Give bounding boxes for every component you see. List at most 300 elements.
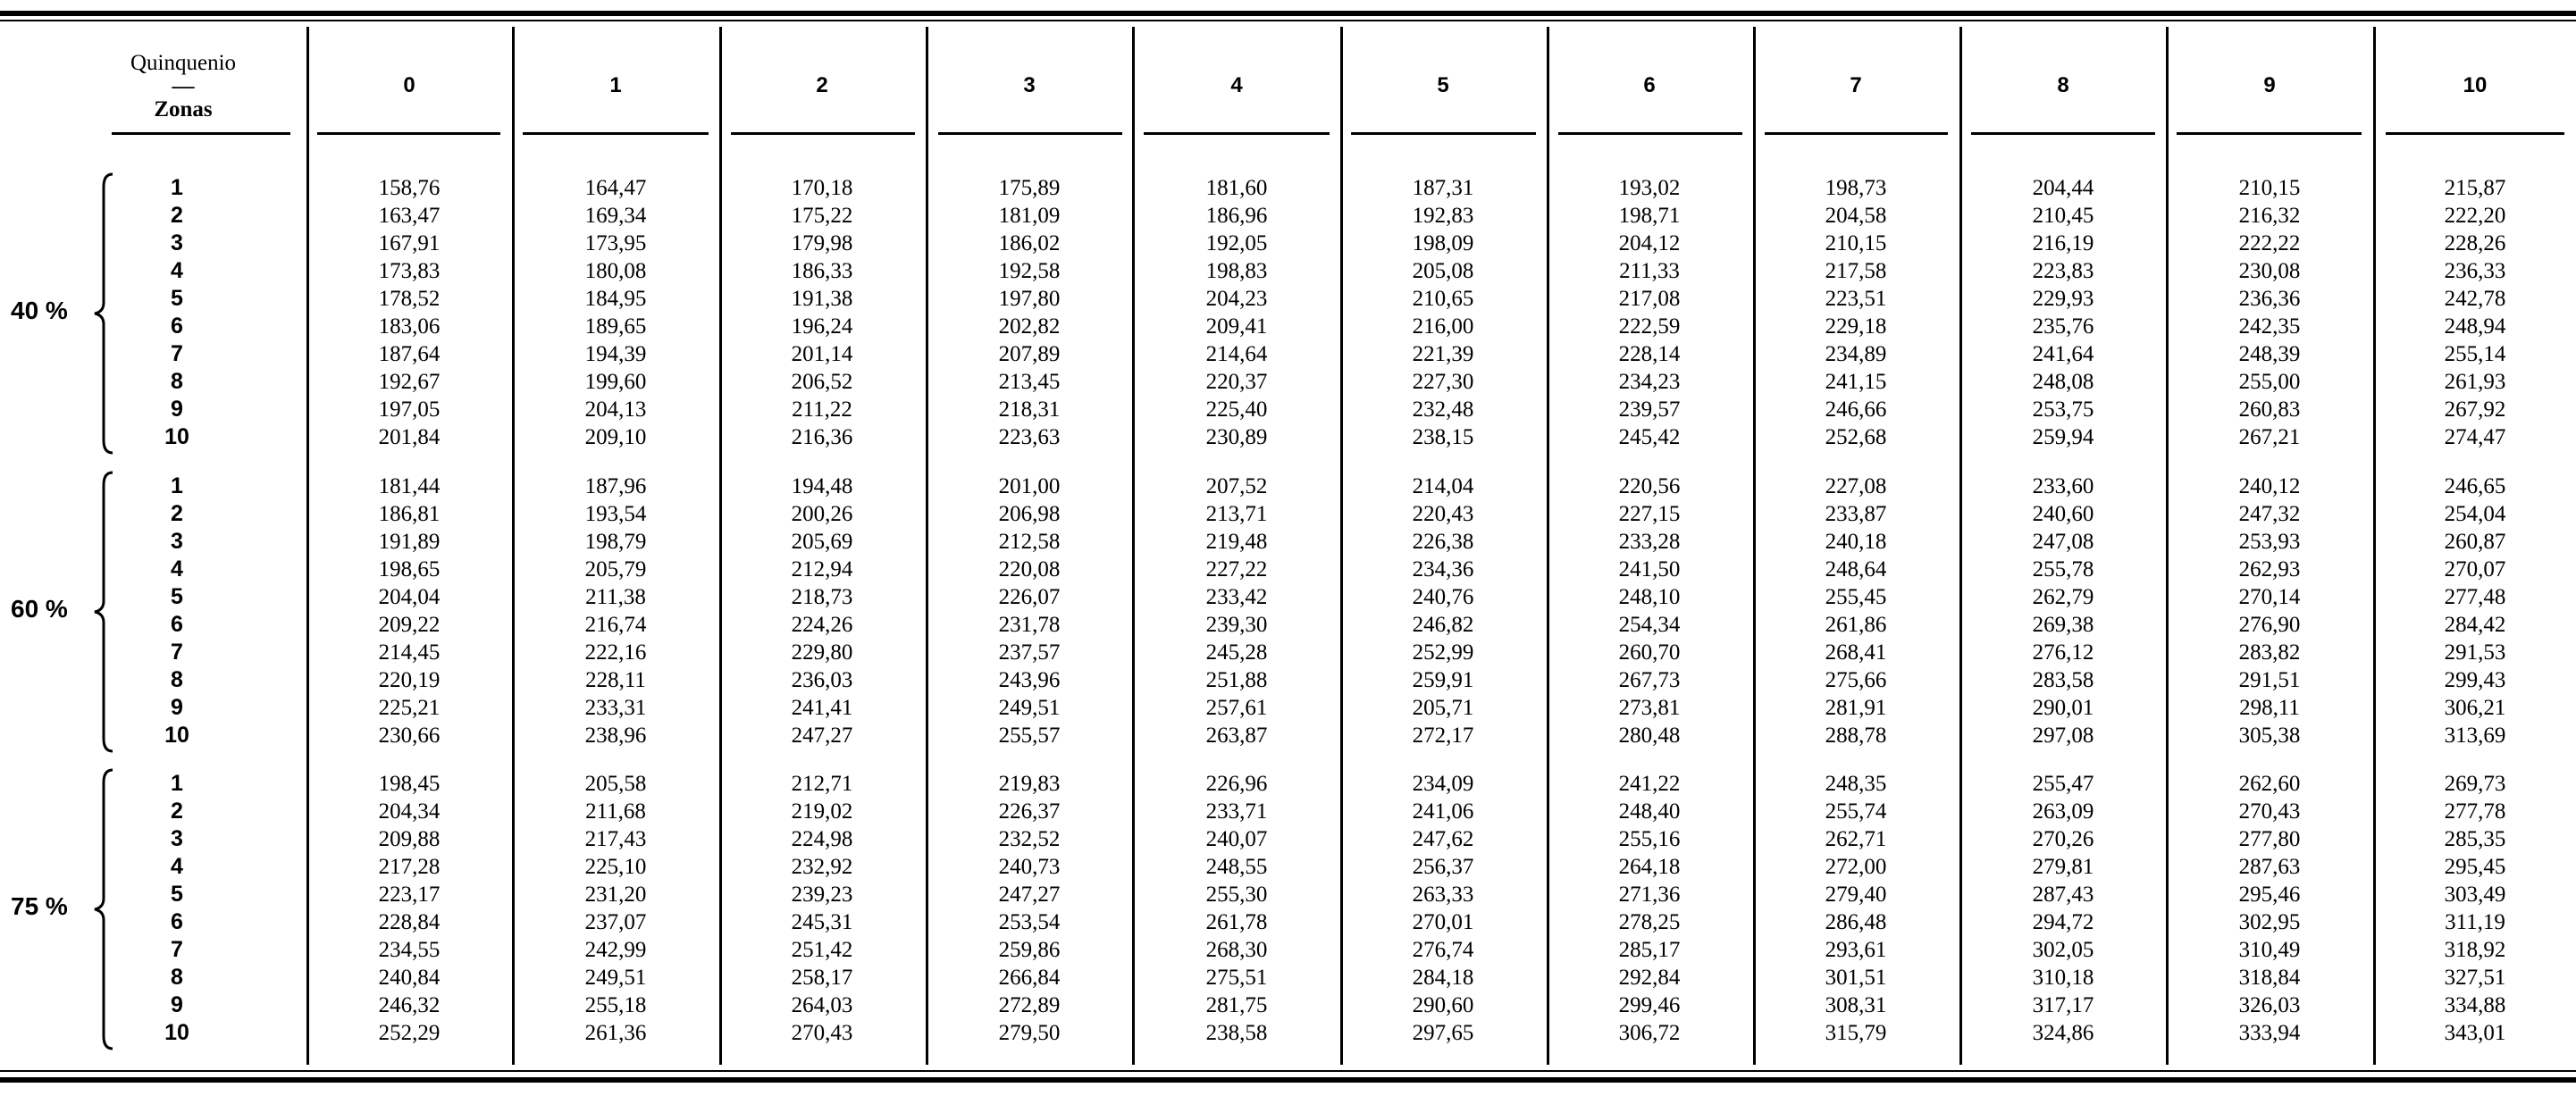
table-cell: 264,18 bbox=[1618, 855, 1681, 879]
table-cell: 231,20 bbox=[584, 883, 647, 907]
table-cell: 192,83 bbox=[1412, 204, 1474, 228]
table-cell: 255,78 bbox=[2032, 557, 2094, 581]
table-cell: 201,14 bbox=[791, 342, 853, 366]
table-cell: 173,95 bbox=[584, 231, 647, 255]
table-cell: 229,93 bbox=[2032, 287, 2094, 311]
table-cell: 255,16 bbox=[1618, 827, 1681, 851]
table-cell: 240,73 bbox=[998, 855, 1061, 879]
table-cell: 270,14 bbox=[2238, 585, 2301, 609]
table-cell: 197,05 bbox=[378, 397, 441, 422]
table-cell: 267,73 bbox=[1618, 668, 1681, 692]
table-cell: 299,43 bbox=[2444, 668, 2506, 692]
table-cell: 192,58 bbox=[998, 259, 1061, 283]
zone-number: 9 bbox=[171, 397, 183, 422]
table-cell: 219,02 bbox=[791, 799, 853, 824]
table-cell: 248,08 bbox=[2032, 370, 2094, 394]
table-cell: 198,83 bbox=[1205, 259, 1268, 283]
table-cell: 211,33 bbox=[1619, 259, 1680, 283]
column-separator bbox=[1547, 27, 1549, 1065]
table-cell: 259,94 bbox=[2032, 425, 2094, 449]
table-cell: 277,78 bbox=[2444, 799, 2506, 824]
zone-number: 1 bbox=[171, 473, 183, 498]
table-cell: 248,94 bbox=[2444, 314, 2506, 339]
table-cell: 240,12 bbox=[2238, 474, 2301, 498]
table-cell: 187,64 bbox=[378, 342, 441, 366]
table-cell: 198,65 bbox=[378, 557, 441, 581]
table-cell: 247,62 bbox=[1412, 827, 1474, 851]
table-cell: 183,06 bbox=[378, 314, 441, 339]
table-cell: 245,31 bbox=[791, 910, 853, 934]
table-cell: 223,63 bbox=[998, 425, 1061, 449]
zone-number: 6 bbox=[171, 612, 183, 637]
zone-number: 6 bbox=[171, 314, 183, 339]
table-cell: 238,58 bbox=[1205, 1021, 1268, 1045]
table-cell: 193,54 bbox=[584, 502, 647, 526]
zone-number: 7 bbox=[171, 341, 183, 366]
table-cell: 173,83 bbox=[378, 259, 441, 283]
table-cell: 261,78 bbox=[1205, 910, 1268, 934]
zone-number: 3 bbox=[171, 230, 183, 255]
bottom-rule-thin bbox=[0, 1070, 2576, 1072]
table-cell: 241,15 bbox=[1825, 370, 1887, 394]
table-cell: 298,11 bbox=[2239, 696, 2300, 720]
table-cell: 277,48 bbox=[2444, 585, 2506, 609]
table-cell: 324,86 bbox=[2032, 1021, 2094, 1045]
table-cell: 261,93 bbox=[2444, 370, 2506, 394]
table-cell: 241,50 bbox=[1618, 557, 1681, 581]
table-cell: 302,95 bbox=[2238, 910, 2301, 934]
table-cell: 275,51 bbox=[1205, 966, 1268, 990]
table-cell: 197,80 bbox=[998, 287, 1061, 311]
table-cell: 196,24 bbox=[791, 314, 853, 339]
table-cell: 220,56 bbox=[1618, 474, 1681, 498]
table-cell: 240,07 bbox=[1205, 827, 1268, 851]
table-cell: 233,28 bbox=[1618, 530, 1681, 554]
table-cell: 260,87 bbox=[2444, 530, 2506, 554]
table-cell: 186,81 bbox=[378, 502, 441, 526]
table-cell: 277,80 bbox=[2238, 827, 2301, 851]
table-cell: 315,79 bbox=[1825, 1021, 1887, 1045]
table-cell: 209,22 bbox=[378, 613, 441, 637]
table-cell: 285,17 bbox=[1618, 938, 1681, 962]
column-header: 10 bbox=[2463, 73, 2488, 97]
table-cell: 240,84 bbox=[378, 966, 441, 990]
table-cell: 280,48 bbox=[1618, 724, 1681, 748]
table-cell: 164,47 bbox=[584, 176, 647, 200]
table-cell: 252,99 bbox=[1412, 640, 1474, 665]
table-cell: 212,71 bbox=[791, 772, 853, 796]
group-percent-label: 60 % bbox=[11, 595, 68, 623]
table-cell: 223,51 bbox=[1825, 287, 1887, 311]
zone-number: 1 bbox=[171, 175, 183, 200]
zone-number: 8 bbox=[171, 965, 183, 990]
group-percent-label: 40 % bbox=[11, 297, 68, 324]
table-cell: 245,28 bbox=[1205, 640, 1268, 665]
table-cell: 233,60 bbox=[2032, 474, 2094, 498]
table-cell: 270,43 bbox=[791, 1021, 853, 1045]
table-cell: 237,57 bbox=[998, 640, 1061, 665]
table-cell: 248,35 bbox=[1825, 772, 1887, 796]
column-separator bbox=[2166, 27, 2169, 1065]
table-cell: 234,36 bbox=[1412, 557, 1474, 581]
table-cell: 268,30 bbox=[1205, 938, 1268, 962]
table-cell: 270,26 bbox=[2032, 827, 2094, 851]
table-cell: 220,37 bbox=[1205, 370, 1268, 394]
table-cell: 255,47 bbox=[2032, 772, 2094, 796]
column-separator bbox=[1959, 27, 1962, 1065]
table-cell: 284,42 bbox=[2444, 613, 2506, 637]
table-cell: 306,21 bbox=[2444, 696, 2506, 720]
table-cell: 223,83 bbox=[2032, 259, 2094, 283]
table-cell: 198,71 bbox=[1618, 204, 1681, 228]
table-cell: 248,64 bbox=[1825, 557, 1887, 581]
column-separator bbox=[1753, 27, 1756, 1065]
table-cell: 305,38 bbox=[2238, 724, 2301, 748]
column-separator bbox=[2373, 27, 2376, 1065]
header-zonas-underline bbox=[112, 132, 290, 135]
table-cell: 263,09 bbox=[2032, 799, 2094, 824]
table-cell: 290,01 bbox=[2032, 696, 2094, 720]
table-cell: 274,47 bbox=[2444, 425, 2506, 449]
table-cell: 213,71 bbox=[1205, 502, 1268, 526]
table-cell: 228,84 bbox=[378, 910, 441, 934]
zone-number: 1 bbox=[171, 771, 183, 796]
table-cell: 263,87 bbox=[1205, 724, 1268, 748]
table-cell: 181,60 bbox=[1205, 176, 1268, 200]
header-dash: — bbox=[172, 74, 195, 98]
table-cell: 181,09 bbox=[998, 204, 1061, 228]
table-cell: 247,08 bbox=[2032, 530, 2094, 554]
column-header: 2 bbox=[816, 73, 828, 97]
column-header-underline bbox=[1971, 132, 2155, 135]
table-cell: 211,38 bbox=[585, 585, 646, 609]
table-cell: 284,18 bbox=[1412, 966, 1474, 990]
table-cell: 216,19 bbox=[2032, 231, 2094, 255]
table-cell: 255,00 bbox=[2238, 370, 2301, 394]
table-cell: 217,08 bbox=[1618, 287, 1681, 311]
table-cell: 247,27 bbox=[791, 724, 853, 748]
table-cell: 217,58 bbox=[1825, 259, 1887, 283]
table-cell: 227,30 bbox=[1412, 370, 1474, 394]
table-cell: 217,43 bbox=[584, 827, 647, 851]
table-cell: 167,91 bbox=[378, 231, 441, 255]
column-header-underline bbox=[1144, 132, 1330, 135]
table-cell: 209,88 bbox=[378, 827, 441, 851]
table-cell: 227,15 bbox=[1618, 502, 1681, 526]
table-cell: 198,09 bbox=[1412, 231, 1474, 255]
column-separator bbox=[512, 27, 515, 1065]
table-cell: 262,60 bbox=[2238, 772, 2301, 796]
table-cell: 255,18 bbox=[584, 993, 647, 1017]
table-cell: 220,19 bbox=[378, 668, 441, 692]
table-cell: 222,20 bbox=[2444, 204, 2506, 228]
table-cell: 213,45 bbox=[998, 370, 1061, 394]
table-cell: 232,92 bbox=[791, 855, 853, 879]
column-header-underline bbox=[317, 132, 500, 135]
table-cell: 205,71 bbox=[1412, 696, 1474, 720]
table-cell: 215,87 bbox=[2444, 176, 2506, 200]
table-cell: 294,72 bbox=[2032, 910, 2094, 934]
table-cell: 249,51 bbox=[998, 696, 1061, 720]
table-cell: 181,44 bbox=[378, 474, 441, 498]
column-header: 5 bbox=[1437, 73, 1449, 97]
table-cell: 187,31 bbox=[1412, 176, 1474, 200]
table-cell: 240,76 bbox=[1412, 585, 1474, 609]
table-cell: 219,83 bbox=[998, 772, 1061, 796]
table-cell: 232,52 bbox=[998, 827, 1061, 851]
table-cell: 259,91 bbox=[1412, 668, 1474, 692]
column-header: 6 bbox=[1643, 73, 1656, 97]
table-cell: 313,69 bbox=[2444, 724, 2506, 748]
table-cell: 255,74 bbox=[1825, 799, 1887, 824]
table-cell: 246,82 bbox=[1412, 613, 1474, 637]
table-cell: 269,38 bbox=[2032, 613, 2094, 637]
table-cell: 179,98 bbox=[791, 231, 853, 255]
table-cell: 283,82 bbox=[2238, 640, 2301, 665]
header-quinquenio: Quinquenio bbox=[130, 51, 237, 75]
zone-number: 2 bbox=[171, 501, 183, 526]
table-cell: 175,89 bbox=[998, 176, 1061, 200]
table-cell: 240,18 bbox=[1825, 530, 1887, 554]
zone-number: 8 bbox=[171, 369, 183, 394]
zone-number: 4 bbox=[171, 556, 183, 581]
table-cell: 248,55 bbox=[1205, 855, 1268, 879]
table-cell: 206,98 bbox=[998, 502, 1061, 526]
table-cell: 311,19 bbox=[2445, 910, 2505, 934]
table-cell: 248,40 bbox=[1618, 799, 1681, 824]
table-cell: 270,07 bbox=[2444, 557, 2506, 581]
table-cell: 259,86 bbox=[998, 938, 1061, 962]
table-cell: 251,42 bbox=[791, 938, 853, 962]
table-cell: 205,58 bbox=[584, 772, 647, 796]
table-cell: 310,18 bbox=[2032, 966, 2094, 990]
table-cell: 262,93 bbox=[2238, 557, 2301, 581]
table-cell: 281,91 bbox=[1825, 696, 1887, 720]
table-cell: 204,23 bbox=[1205, 287, 1268, 311]
table-cell: 308,31 bbox=[1825, 993, 1887, 1017]
table-cell: 326,03 bbox=[2238, 993, 2301, 1017]
table-cell: 236,03 bbox=[791, 668, 853, 692]
table-cell: 202,82 bbox=[998, 314, 1061, 339]
table-cell: 209,10 bbox=[584, 425, 647, 449]
table-cell: 242,99 bbox=[584, 938, 647, 962]
table-cell: 297,65 bbox=[1412, 1021, 1474, 1045]
column-header-underline bbox=[2177, 132, 2362, 135]
table-cell: 242,78 bbox=[2444, 287, 2506, 311]
table-cell: 222,22 bbox=[2238, 231, 2301, 255]
table-cell: 198,79 bbox=[584, 530, 647, 554]
table-cell: 170,18 bbox=[791, 176, 853, 200]
table-cell: 260,70 bbox=[1618, 640, 1681, 665]
table-cell: 210,45 bbox=[2032, 204, 2094, 228]
table-cell: 261,86 bbox=[1825, 613, 1887, 637]
table-cell: 226,96 bbox=[1205, 772, 1268, 796]
table-cell: 205,69 bbox=[791, 530, 853, 554]
table-cell: 201,84 bbox=[378, 425, 441, 449]
table-cell: 221,39 bbox=[1412, 342, 1474, 366]
table-cell: 292,84 bbox=[1618, 966, 1681, 990]
top-rule-thick bbox=[0, 11, 2576, 16]
table-cell: 192,67 bbox=[378, 370, 441, 394]
table-cell: 234,55 bbox=[378, 938, 441, 962]
table-cell: 267,92 bbox=[2444, 397, 2506, 422]
table-cell: 246,32 bbox=[378, 993, 441, 1017]
table-cell: 334,88 bbox=[2444, 993, 2506, 1017]
table-cell: 214,64 bbox=[1205, 342, 1268, 366]
table-cell: 178,52 bbox=[378, 287, 441, 311]
table-cell: 238,15 bbox=[1412, 425, 1474, 449]
table-cell: 189,65 bbox=[584, 314, 647, 339]
table-cell: 343,01 bbox=[2444, 1021, 2506, 1045]
table-cell: 237,07 bbox=[584, 910, 647, 934]
table-cell: 228,11 bbox=[585, 668, 646, 692]
zone-number: 2 bbox=[171, 799, 183, 824]
table-cell: 239,30 bbox=[1205, 613, 1268, 637]
table-cell: 198,45 bbox=[378, 772, 441, 796]
column-header-underline bbox=[523, 132, 709, 135]
table-cell: 214,45 bbox=[378, 640, 441, 665]
table-cell: 258,17 bbox=[791, 966, 853, 990]
table-cell: 175,22 bbox=[791, 204, 853, 228]
table-cell: 303,49 bbox=[2444, 883, 2506, 907]
table-cell: 234,89 bbox=[1825, 342, 1887, 366]
table-cell: 231,78 bbox=[998, 613, 1061, 637]
table-cell: 186,96 bbox=[1205, 204, 1268, 228]
zone-number: 10 bbox=[164, 1020, 189, 1045]
table-cell: 264,03 bbox=[791, 993, 853, 1017]
table-cell: 180,08 bbox=[584, 259, 647, 283]
table-cell: 242,35 bbox=[2238, 314, 2301, 339]
table-cell: 260,83 bbox=[2238, 397, 2301, 422]
table-cell: 222,16 bbox=[584, 640, 647, 665]
table-cell: 239,23 bbox=[791, 883, 853, 907]
zone-number: 9 bbox=[171, 695, 183, 720]
column-separator bbox=[926, 27, 928, 1065]
table-cell: 204,04 bbox=[378, 585, 441, 609]
zone-number: 7 bbox=[171, 640, 183, 665]
table-cell: 248,39 bbox=[2238, 342, 2301, 366]
table-cell: 279,50 bbox=[998, 1021, 1061, 1045]
zone-number: 5 bbox=[171, 286, 183, 311]
table-cell: 247,32 bbox=[2238, 502, 2301, 526]
group-brace-icon bbox=[89, 768, 125, 1050]
table-cell: 198,73 bbox=[1825, 176, 1887, 200]
table-cell: 226,07 bbox=[998, 585, 1061, 609]
table-cell: 212,94 bbox=[791, 557, 853, 581]
table-cell: 211,22 bbox=[792, 397, 852, 422]
table-cell: 216,74 bbox=[584, 613, 647, 637]
table-cell: 253,75 bbox=[2032, 397, 2094, 422]
table-cell: 204,13 bbox=[584, 397, 647, 422]
zone-number: 8 bbox=[171, 667, 183, 692]
table-cell: 248,10 bbox=[1618, 585, 1681, 609]
table-cell: 236,36 bbox=[2238, 287, 2301, 311]
group-percent-label: 75 % bbox=[11, 892, 68, 920]
table-cell: 290,60 bbox=[1412, 993, 1474, 1017]
table-cell: 255,45 bbox=[1825, 585, 1887, 609]
zone-number: 9 bbox=[171, 992, 183, 1017]
column-header: 9 bbox=[2263, 73, 2276, 97]
table-cell: 233,71 bbox=[1205, 799, 1268, 824]
zone-number: 6 bbox=[171, 909, 183, 934]
table-cell: 217,28 bbox=[378, 855, 441, 879]
table-cell: 206,52 bbox=[791, 370, 853, 394]
table-cell: 234,09 bbox=[1412, 772, 1474, 796]
table-cell: 256,37 bbox=[1412, 855, 1474, 879]
column-separator bbox=[719, 27, 722, 1065]
table-cell: 211,68 bbox=[585, 799, 646, 824]
table-cell: 283,58 bbox=[2032, 668, 2094, 692]
table-cell: 233,42 bbox=[1205, 585, 1268, 609]
table-cell: 275,66 bbox=[1825, 668, 1887, 692]
table-cell: 270,43 bbox=[2238, 799, 2301, 824]
table-cell: 216,00 bbox=[1412, 314, 1474, 339]
header-zonas: Zonas bbox=[154, 97, 213, 121]
column-header-underline bbox=[731, 132, 915, 135]
table-cell: 194,48 bbox=[791, 474, 853, 498]
table-cell: 254,34 bbox=[1618, 613, 1681, 637]
table-cell: 227,08 bbox=[1825, 474, 1887, 498]
table-cell: 227,22 bbox=[1205, 557, 1268, 581]
table-cell: 299,46 bbox=[1618, 993, 1681, 1017]
table-cell: 255,14 bbox=[2444, 342, 2506, 366]
table-cell: 233,87 bbox=[1825, 502, 1887, 526]
column-header: 4 bbox=[1230, 73, 1243, 97]
table-cell: 225,21 bbox=[378, 696, 441, 720]
table-cell: 286,48 bbox=[1825, 910, 1887, 934]
table-cell: 219,48 bbox=[1205, 530, 1268, 554]
column-separator bbox=[1132, 27, 1135, 1065]
column-header: 0 bbox=[403, 73, 415, 97]
table-cell: 210,15 bbox=[2238, 176, 2301, 200]
table-cell: 225,40 bbox=[1205, 397, 1268, 422]
table-cell: 204,58 bbox=[1825, 204, 1887, 228]
table-cell: 272,17 bbox=[1412, 724, 1474, 748]
table-cell: 255,57 bbox=[998, 724, 1061, 748]
table-cell: 220,08 bbox=[998, 557, 1061, 581]
table-cell: 205,08 bbox=[1412, 259, 1474, 283]
table-cell: 263,33 bbox=[1412, 883, 1474, 907]
table-cell: 276,90 bbox=[2238, 613, 2301, 637]
table-cell: 226,38 bbox=[1412, 530, 1474, 554]
table-cell: 241,64 bbox=[2032, 342, 2094, 366]
table-cell: 191,38 bbox=[791, 287, 853, 311]
table-cell: 193,02 bbox=[1618, 176, 1681, 200]
column-separator bbox=[306, 27, 309, 1065]
bottom-rule-thick bbox=[0, 1077, 2576, 1083]
table-cell: 287,43 bbox=[2032, 883, 2094, 907]
zone-number: 3 bbox=[171, 529, 183, 554]
zone-number: 4 bbox=[171, 258, 183, 283]
table-cell: 287,63 bbox=[2238, 855, 2301, 879]
table-cell: 187,96 bbox=[584, 474, 647, 498]
table-cell: 199,60 bbox=[584, 370, 647, 394]
zone-number: 5 bbox=[171, 882, 183, 907]
column-header: 8 bbox=[2057, 73, 2069, 97]
table-cell: 169,34 bbox=[584, 204, 647, 228]
table-cell: 318,84 bbox=[2238, 966, 2301, 990]
header-zone-label bbox=[116, 50, 250, 123]
table-cell: 262,71 bbox=[1825, 827, 1887, 851]
table-cell: 204,44 bbox=[2032, 176, 2094, 200]
table-cell: 207,89 bbox=[998, 342, 1061, 366]
column-header: 1 bbox=[609, 73, 622, 97]
table-cell: 225,10 bbox=[584, 855, 647, 879]
table-cell: 268,41 bbox=[1825, 640, 1887, 665]
table-cell: 212,58 bbox=[998, 530, 1061, 554]
table-cell: 240,60 bbox=[2032, 502, 2094, 526]
table-cell: 238,96 bbox=[584, 724, 647, 748]
